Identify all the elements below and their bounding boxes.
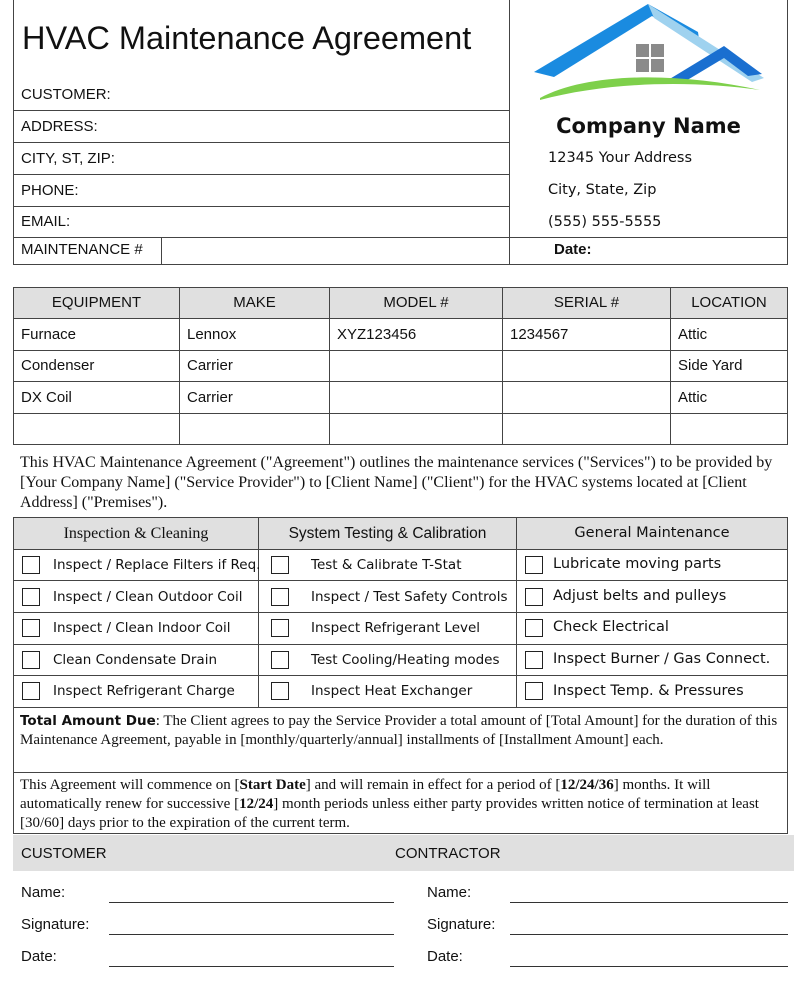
email-field-label: EMAIL:	[21, 213, 71, 230]
phone-field-label: PHONE:	[21, 182, 79, 199]
column-header-equipment: EQUIPMENT	[51, 294, 142, 311]
checklist-item-label: Inspect Refrigerant Level	[311, 620, 481, 636]
customer-name-label: Name:	[21, 884, 66, 901]
total-amount-text: : The Client agrees to pay the Service Provider a total amount of [Total Amount] for the duration of this Maintenance Agreement, payable in [monthly/quarterly/annual] installments of [Installment Amount] each.	[20, 713, 778, 748]
date-field-label: Date:	[554, 241, 592, 258]
term-text: ] and will remain in effect for a period of [	[305, 777, 561, 793]
total-amount-paragraph	[20, 712, 782, 750]
window-pane-icon	[636, 44, 649, 57]
company-name: Company Name	[556, 114, 741, 138]
start-date-placeholder: Start Date	[239, 777, 306, 793]
city-field-label: CITY, ST, ZIP:	[21, 150, 115, 167]
checklist-item-label: Adjust belts and pulleys	[553, 588, 727, 604]
term-text: ] months. It will automatically renew for successive [	[20, 777, 711, 812]
house-logo	[528, 2, 768, 102]
contractor-date-line[interactable]	[510, 966, 788, 967]
company-city: City, State, Zip	[548, 182, 657, 198]
location-cell: Attic	[678, 389, 708, 406]
customer-date-line[interactable]	[109, 966, 394, 967]
checkbox[interactable]	[22, 619, 40, 637]
checklist-item-label: Inspect / Clean Outdoor Coil	[53, 589, 243, 605]
customer-signature-heading: CUSTOMER	[21, 845, 107, 862]
make-cell: Lennox	[187, 326, 237, 343]
contractor-date-label: Date:	[427, 948, 463, 965]
document-title: HVAC Maintenance Agreement	[22, 20, 472, 56]
term-text: This Agreement will commence on [	[20, 777, 240, 793]
location-cell: Attic	[678, 326, 708, 343]
renewal-length-placeholder: 12/24	[239, 796, 274, 812]
customer-signature-line[interactable]	[109, 934, 394, 935]
customer-date-label: Date:	[21, 948, 57, 965]
company-address: 12345 Your Address	[548, 150, 693, 166]
contractor-name-line[interactable]	[510, 902, 788, 903]
maintenance-number-label: MAINTENANCE #	[21, 241, 143, 258]
checkbox[interactable]	[22, 556, 40, 574]
make-cell: Carrier	[187, 357, 233, 374]
equipment-cell: Furnace	[21, 326, 77, 343]
checklist-item-label: Lubricate moving parts	[553, 556, 722, 572]
intro-paragraph: This HVAC Maintenance Agreement ("Agreement") outlines the maintenance services ("Services") to be provided by [Your Company Name] ("Service Provider") to [Client Name] ("Client") for the HVAC systems located at [Client Address] ("Premises").	[20, 454, 773, 511]
window-pane-icon	[636, 59, 649, 72]
window-pane-icon	[651, 59, 664, 72]
main-roof-shape	[534, 4, 700, 77]
customer-name-line[interactable]	[109, 902, 394, 903]
checklist-item-label: Inspect Refrigerant Charge	[53, 683, 235, 699]
equipment-cell: DX Coil	[21, 389, 72, 406]
model-cell: XYZ123456	[337, 326, 417, 343]
contractor-name-label: Name:	[427, 884, 472, 901]
address-field-label: ADDRESS:	[21, 118, 98, 135]
checklist-item-label: Inspect / Replace Filters if Req.	[53, 557, 261, 573]
checkbox[interactable]	[271, 556, 289, 574]
window-pane-icon	[651, 44, 664, 57]
customer-signature-label: Signature:	[21, 916, 90, 933]
company-phone: (555) 555-5555	[548, 214, 662, 230]
checkbox[interactable]	[22, 651, 40, 669]
contractor-signature-line[interactable]	[510, 934, 788, 935]
checklist-header-testing: System Testing & Calibration	[288, 525, 487, 542]
checkbox[interactable]	[271, 588, 289, 606]
term-text: ] month periods unless either party provides written notice of termination at least [30/60] days prior to the expiration of the current term.	[20, 796, 759, 831]
column-header-location: LOCATION	[691, 294, 767, 311]
checkbox[interactable]	[22, 588, 40, 606]
checkbox[interactable]	[271, 651, 289, 669]
checklist-header-maintenance: General Maintenance	[574, 525, 730, 541]
checklist-item-label: Inspect Burner / Gas Connect.	[553, 651, 771, 667]
checkbox[interactable]	[22, 682, 40, 700]
checkbox[interactable]	[271, 682, 289, 700]
make-cell: Carrier	[187, 389, 233, 406]
contractor-signature-heading: CONTRACTOR	[395, 845, 501, 862]
green-swoosh	[540, 77, 760, 100]
checkbox[interactable]	[525, 556, 543, 574]
column-header-model: MODEL #	[383, 294, 449, 311]
checklist-item-label: Inspect Heat Exchanger	[311, 683, 473, 699]
checkbox[interactable]	[525, 682, 543, 700]
checklist-item-label: Inspect / Test Safety Controls	[311, 589, 508, 605]
term-length-placeholder: 12/24/36	[560, 777, 614, 793]
checklist-item-label: Test Cooling/Heating modes	[311, 652, 500, 668]
checklist-item-label: Clean Condensate Drain	[53, 652, 217, 668]
contractor-signature-label: Signature:	[427, 916, 496, 933]
term-paragraph	[20, 776, 782, 833]
checklist-header-inspection: Inspection & Cleaning	[63, 525, 209, 542]
checklist-item-label: Check Electrical	[553, 619, 669, 635]
checkbox[interactable]	[525, 619, 543, 637]
checkbox[interactable]	[271, 619, 289, 637]
checklist-item-label: Test & Calibrate T-Stat	[311, 557, 462, 573]
maintenance-number-field[interactable]	[162, 238, 509, 264]
column-header-make: MAKE	[233, 294, 276, 311]
customer-field-label: CUSTOMER:	[21, 86, 111, 103]
serial-cell: 1234567	[510, 326, 569, 343]
location-cell: Side Yard	[678, 357, 743, 374]
checklist-item-label: Inspect Temp. & Pressures	[553, 683, 744, 699]
checkbox[interactable]	[525, 588, 543, 606]
column-header-serial: SERIAL #	[553, 294, 620, 311]
total-amount-label: Total Amount Due	[20, 713, 156, 729]
checklist-item-label: Inspect / Clean Indoor Coil	[53, 620, 231, 636]
equipment-cell: Condenser	[21, 357, 95, 374]
checkbox[interactable]	[525, 651, 543, 669]
